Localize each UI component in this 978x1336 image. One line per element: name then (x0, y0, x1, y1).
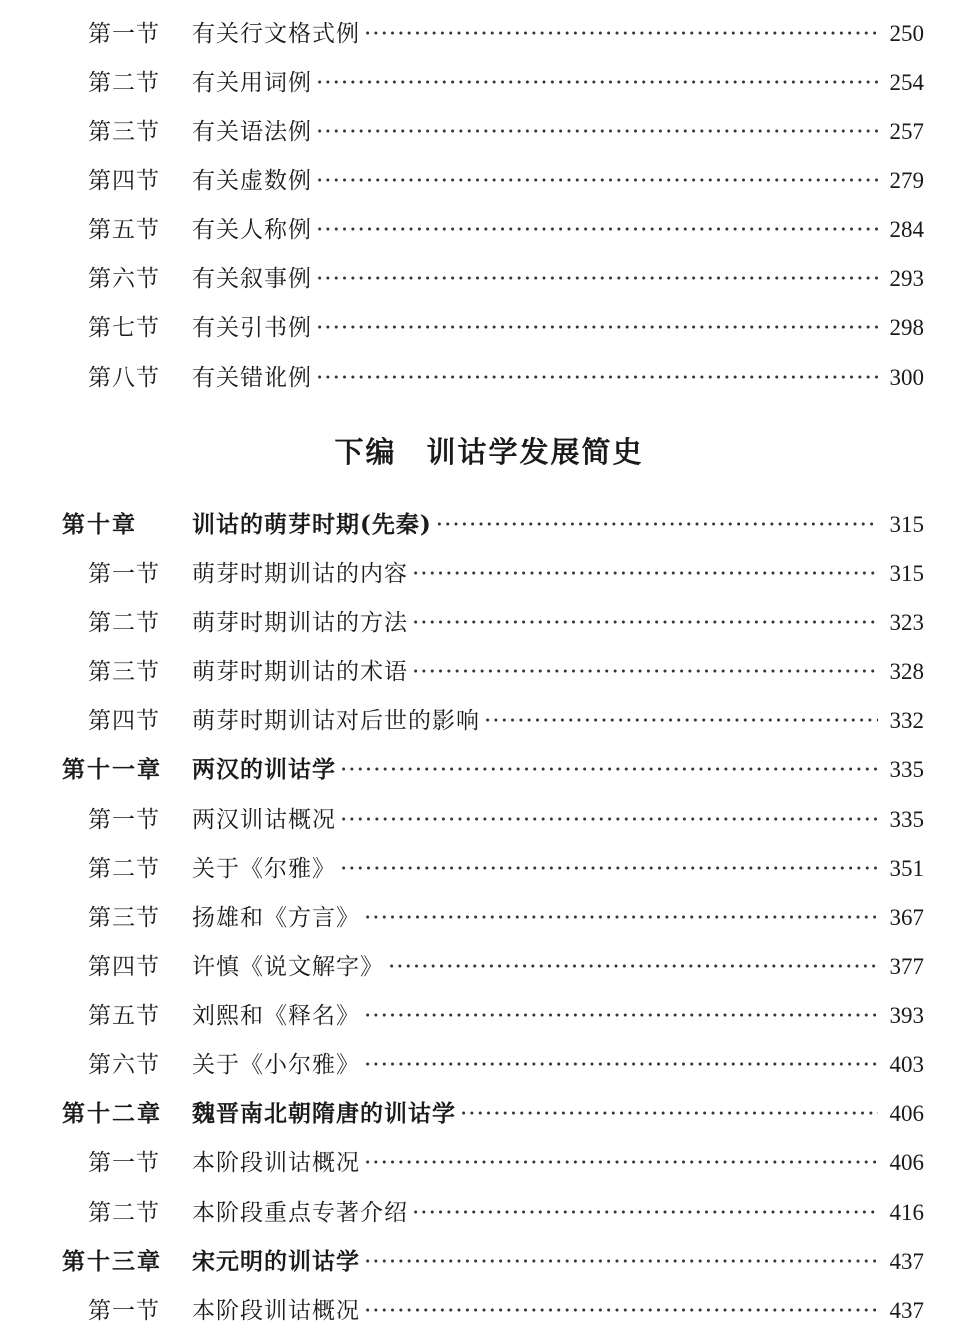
toc-page-number: 254 (889, 70, 924, 95)
toc-entry-title: 有关引书例 (192, 315, 312, 341)
toc-entry-title: 有关行文格式例 (192, 21, 360, 47)
toc-entry-label: 第二节 (88, 856, 160, 882)
toc-entry-label: 第六节 (88, 266, 160, 292)
toc-page-number: 367 (889, 905, 924, 930)
toc-page-number: 293 (889, 266, 924, 291)
dot-leader (316, 210, 878, 250)
toc-entry-label: 第三节 (88, 905, 160, 931)
toc-entry-label: 第五节 (88, 1003, 160, 1029)
toc-page-number: 406 (889, 1150, 924, 1175)
toc-entry-label: 第二节 (88, 610, 160, 636)
toc-entry-title: 本阶段训诂概况 (192, 1298, 360, 1324)
toc-entry-label: 第三节 (88, 659, 160, 685)
toc-entry-label: 第十二章 (62, 1100, 162, 1127)
dot-leader (412, 652, 878, 692)
toc-page-number: 284 (889, 217, 924, 242)
part-heading (0, 428, 978, 476)
toc-page-number: 335 (889, 807, 924, 832)
toc-entry-title: 许慎《说文解字》 (192, 954, 384, 980)
toc-entry-title: 两汉训诂概况 (192, 807, 336, 833)
toc-entry-title: 魏晋南北朝隋唐的训诂学 (192, 1100, 456, 1127)
toc-entry-title: 萌芽时期训诂的术语 (192, 659, 408, 685)
dot-leader (316, 112, 878, 152)
toc-entry-label: 第二节 (88, 1200, 160, 1226)
toc-entry-title: 有关人称例 (192, 217, 312, 243)
toc-entry-title: 萌芽时期训诂对后世的影响 (192, 708, 480, 734)
toc-entry-title: 扬雄和《方言》 (192, 905, 360, 931)
toc-entry-label: 第八节 (88, 365, 160, 391)
toc-section-row (88, 1291, 924, 1331)
dot-leader (364, 898, 878, 938)
toc-section-row (88, 996, 924, 1036)
toc-page-number: 300 (889, 365, 924, 390)
toc-entry-title: 有关叙事例 (192, 266, 312, 292)
toc-entry-title: 关于《小尔雅》 (192, 1052, 360, 1078)
toc-section-row (88, 800, 924, 840)
dot-leader (316, 259, 878, 299)
toc-chapter-row (62, 750, 924, 790)
toc-entry-label: 第三节 (88, 119, 160, 145)
toc-page-number: 437 (889, 1249, 924, 1274)
toc-page-number: 332 (889, 708, 924, 733)
toc-section-row (88, 161, 924, 201)
toc-entry-label: 第十章 (62, 511, 137, 538)
dot-leader (412, 1193, 878, 1233)
toc-entry-title: 有关用词例 (192, 70, 312, 96)
toc-page-number: 315 (889, 561, 924, 586)
toc-section-row (88, 701, 924, 741)
part-title: 训诂学发展简史 (426, 435, 644, 469)
toc-entry-title: 宋元明的训诂学 (192, 1248, 360, 1275)
toc-section-row (88, 1143, 924, 1183)
dot-leader (484, 701, 878, 741)
toc-entry-title: 有关错讹例 (192, 365, 312, 391)
toc-entry-label: 第四节 (88, 168, 160, 194)
dot-leader (364, 1143, 878, 1183)
toc-section-row (88, 63, 924, 103)
dot-leader (316, 161, 878, 201)
toc-chapter-row (62, 505, 924, 545)
dot-leader (364, 1242, 878, 1282)
toc-section-row (88, 259, 924, 299)
toc-page-number: 377 (889, 954, 924, 979)
dot-leader (316, 308, 878, 348)
dot-leader (364, 14, 878, 54)
toc-section-row (88, 554, 924, 594)
toc-entry-label: 第十三章 (62, 1248, 162, 1275)
toc-entry-label: 第二节 (88, 70, 160, 96)
toc-entry-label: 第一节 (88, 1150, 160, 1176)
toc-entry-label: 第一节 (88, 561, 160, 587)
toc-page-number: 279 (889, 168, 924, 193)
dot-leader (364, 996, 878, 1036)
toc-entry-label: 第十一章 (62, 756, 162, 783)
toc-section-row (88, 308, 924, 348)
toc-section-row (88, 1045, 924, 1085)
dot-leader (388, 947, 878, 987)
toc-entry-label: 第五节 (88, 217, 160, 243)
dot-leader (412, 603, 878, 643)
toc-entry-title: 本阶段训诂概况 (192, 1150, 360, 1176)
toc-entry-label: 第一节 (88, 21, 160, 47)
dot-leader (340, 849, 878, 889)
toc-page-number: 298 (889, 315, 924, 340)
toc-section-row (88, 898, 924, 938)
toc-section-row (88, 210, 924, 250)
toc-page-number: 250 (889, 21, 924, 46)
dot-leader (364, 1045, 878, 1085)
toc-page-number: 315 (889, 512, 924, 537)
toc-section-row (88, 14, 924, 54)
toc-entry-title: 本阶段重点专著介绍 (192, 1200, 408, 1226)
toc-entry-title: 有关虚数例 (192, 168, 312, 194)
dot-leader (460, 1094, 878, 1134)
toc-section-row (88, 947, 924, 987)
dot-leader (340, 800, 878, 840)
part-label: 下编 (334, 435, 397, 469)
toc-entry-title: 有关语法例 (192, 119, 312, 145)
dot-leader (316, 63, 878, 103)
toc-entry-label: 第七节 (88, 315, 160, 341)
toc-section-row (88, 358, 924, 398)
toc-section-row (88, 1193, 924, 1233)
toc-entry-title: 萌芽时期训诂的方法 (192, 610, 408, 636)
toc-entry-title: 两汉的训诂学 (192, 756, 336, 783)
toc-chapter-row (62, 1242, 924, 1282)
toc-section-row (88, 603, 924, 643)
toc-section-row (88, 849, 924, 889)
dot-leader (436, 505, 878, 545)
dot-leader (364, 1291, 878, 1331)
toc-page-number: 257 (889, 119, 924, 144)
dot-leader (316, 358, 878, 398)
toc-page-number: 393 (889, 1003, 924, 1028)
toc-page-number: 328 (889, 659, 924, 684)
dot-leader (412, 554, 878, 594)
toc-entry-title: 刘熙和《释名》 (192, 1003, 360, 1029)
toc-entry-title: 萌芽时期训诂的内容 (192, 561, 408, 587)
toc-page-number: 403 (889, 1052, 924, 1077)
toc-page-number: 335 (889, 757, 924, 782)
toc-section-row (88, 112, 924, 152)
toc-entry-label: 第一节 (88, 807, 160, 833)
toc-page-number: 416 (889, 1200, 924, 1225)
toc-page-number: 323 (889, 610, 924, 635)
toc-entry-label: 第四节 (88, 708, 160, 734)
toc-section-row (88, 652, 924, 692)
toc-entry-label: 第六节 (88, 1052, 160, 1078)
toc-page-number: 437 (889, 1298, 924, 1323)
toc-chapter-row (62, 1094, 924, 1134)
toc-entry-title: 关于《尔雅》 (192, 856, 336, 882)
toc-page-number: 406 (889, 1101, 924, 1126)
toc-entry-label: 第一节 (88, 1298, 160, 1324)
toc-entry-title: 训诂的萌芽时期(先秦) (192, 511, 432, 538)
dot-leader (340, 750, 878, 790)
toc-entry-label: 第四节 (88, 954, 160, 980)
toc-page-number: 351 (889, 856, 924, 881)
